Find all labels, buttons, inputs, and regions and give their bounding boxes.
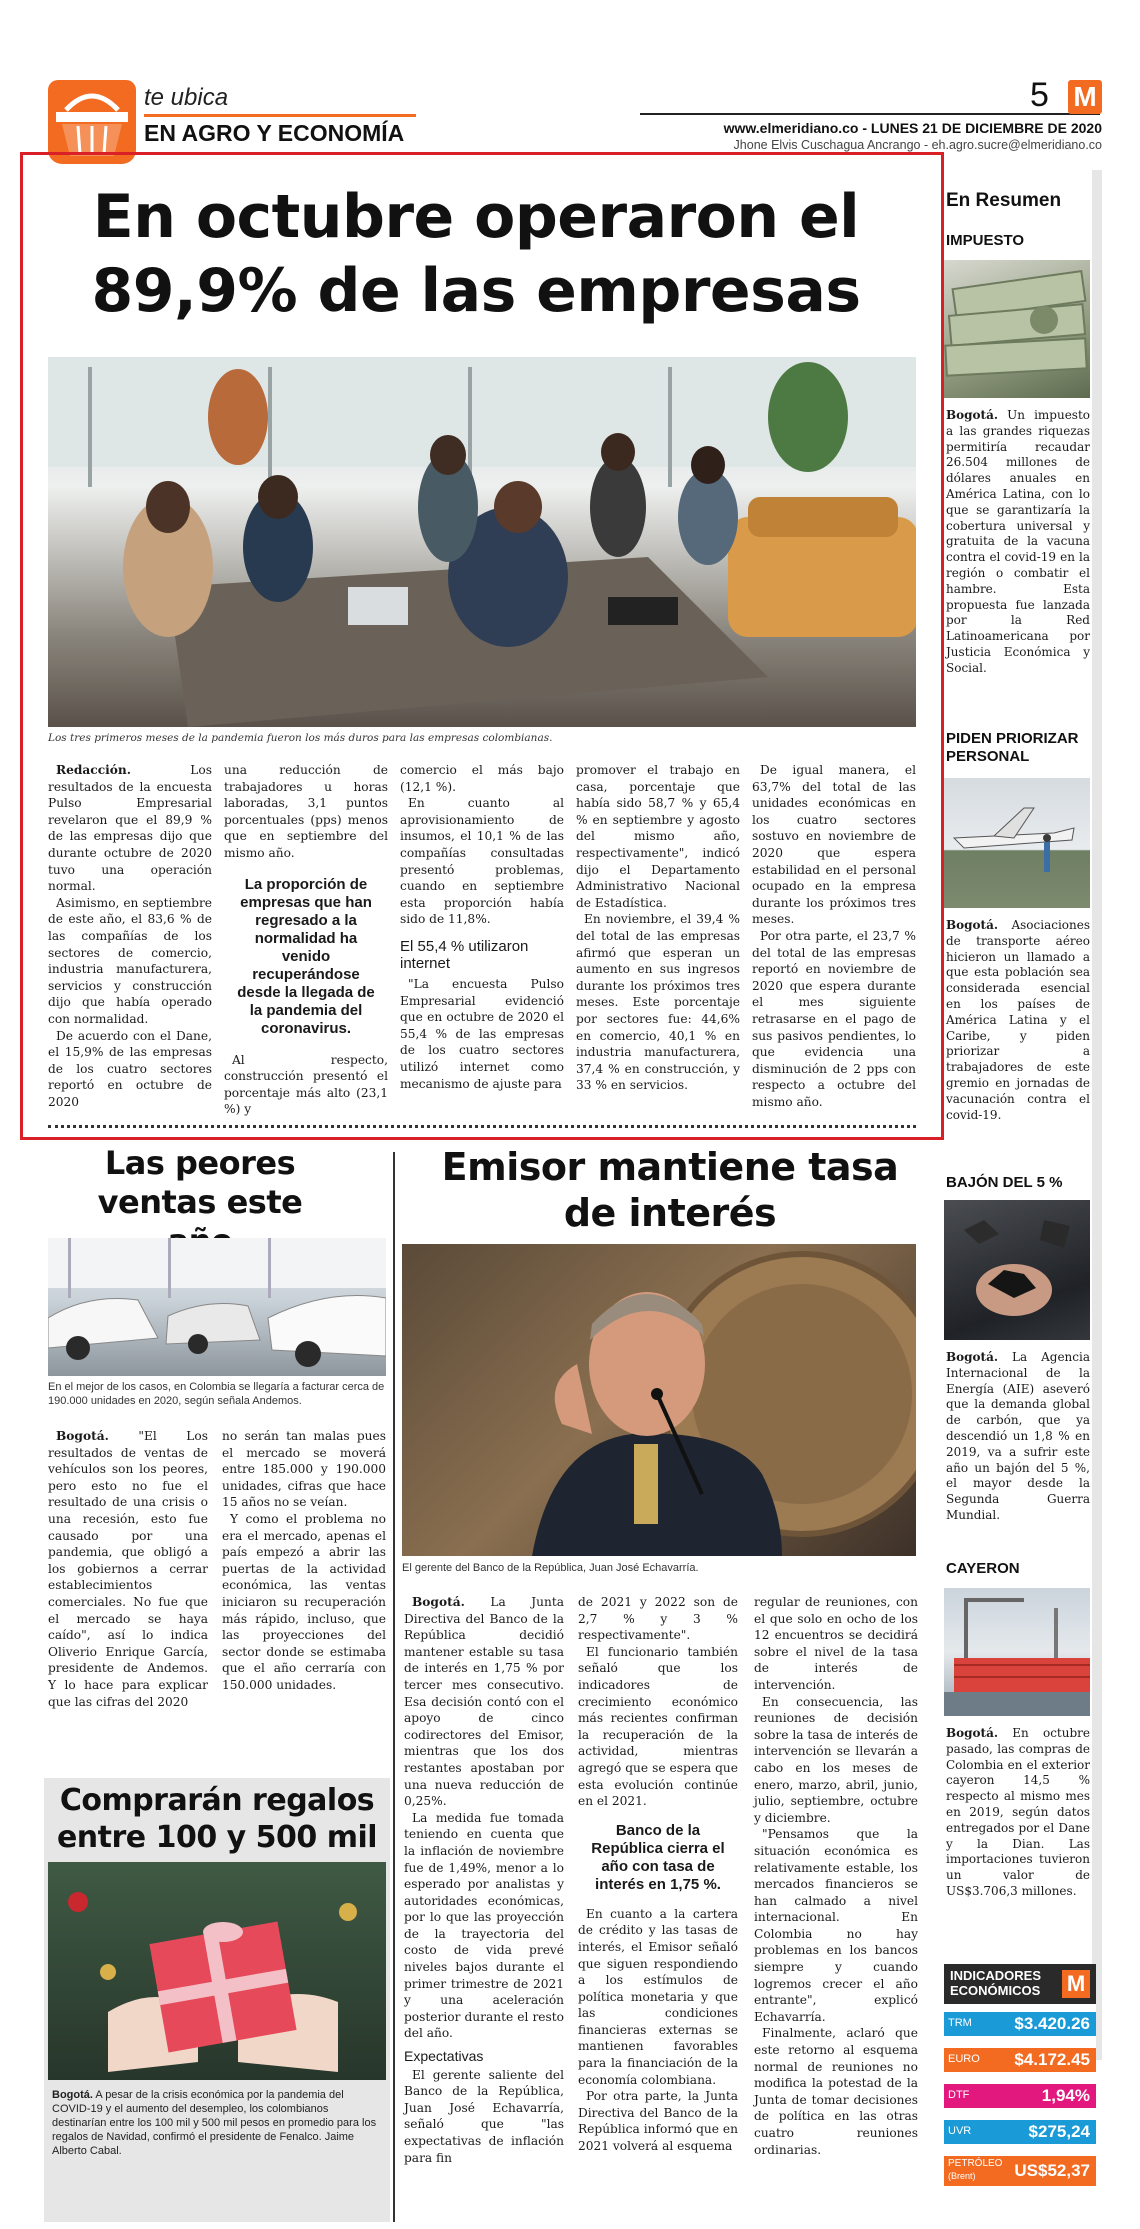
emisor-caption: El gerente del Banco de la República, Juan José Echavarría. — [402, 1562, 699, 1574]
main-col1-p3: De acuerdo con el Dane, el 15,9% de las empresas de los cuatro sectores reportó en octubre de 2020 — [48, 1028, 212, 1109]
indicator-uvr-label: UVR — [948, 2125, 972, 2137]
banker-photo — [402, 1244, 916, 1556]
main-pull-quote: La proporción de empresas que han regresado a la normalidad ha venido recuperándose desde la llegada de la pandemia del coronavirus. — [237, 875, 375, 1037]
sidebar-s1-lead: Bogotá. — [946, 408, 999, 422]
main-col3-p1: comercio el más bajo (12,1 %). — [400, 763, 564, 794]
ventas-lead: Bogotá. — [56, 1429, 109, 1443]
page-logo: M — [1068, 80, 1102, 114]
main-col-1 — [48, 762, 212, 1110]
emisor-col1-p3: El gerente saliente del Banco de la República, Juan José Echavarría, señaló que "las expectativas de inflación para fin — [404, 2067, 564, 2165]
indicator-trm-label: TRM — [948, 2017, 972, 2029]
main-lead: Redacción. — [56, 763, 132, 777]
indicators-logo: M — [1062, 1970, 1090, 1998]
main-dotted-rule — [48, 1125, 916, 1128]
main-col1-p2: Asimismo, en septiembre de este año, el 83,6 % de las compañías de los sectores de comercio, industria manufacturera, servicios y construcción dijo que había operado con normalidad. — [48, 895, 212, 1026]
port-photo — [944, 1588, 1090, 1716]
sidebar-s4-head: CAYERON — [946, 1560, 1020, 1577]
main-col4-p1: promover el trabajo en casa, porcentaje que había sido 58,7 % y 65,4 % en septiembre y agosto del mismo año, respectivamente", indicó dijo el Departamento Administrativo Nacional de Estadística. — [576, 763, 740, 910]
ventas-col2-p2: Y como el problema no era el mercado, apenas el país empezó a abrir las puertas de la actividad económica, las ventas iniciaron su recuperación más rápido, incluso, que las proyecciones del sector donde se estimaba que el año cerraría con 150.000 unidades. — [222, 1511, 386, 1692]
sidebar-s4-text — [946, 1726, 1090, 1900]
main-col-5 — [752, 762, 916, 1110]
emisor-col1-p1: La Junta Directiva del Banco de la República decidió mantener estable su tasa de interés en 1,75 % por tercer mes consecutivo. Esa decisión contó con el apoyo de cinco codirectores del Emisor, mientras que los dos restantes apostaban por una nueva reducción de 0,25%. — [404, 1595, 564, 1809]
indicator-dtf-value: 1,94% — [1041, 2086, 1090, 2105]
indicator-petroleo-value: US$52,37 — [1014, 2161, 1090, 2180]
emisor-col3-p2: En consecuencia, las reuniones de decisión sobre la tasa de interés de intervención se llevarán a cabo en los meses de enero, marzo, abril, junio, julio, septiembre, octubre y diciembre. — [754, 1694, 918, 1825]
sidebar-s1-body: Un impuesto a las grandes riquezas permitiría recaudar 26.504 millones de dólares anuales en América Latina, con lo que se garantizaría la cobertura universal y gratuita de la vacuna contra el covid-19 en la región o combatir el hambre. Esta propuesta fue lanzada por la Red Latinoamericana por Justicia Económica y Social. — [946, 408, 1090, 675]
sidebar-s1-text — [946, 408, 1090, 677]
emisor-col1-p2: La medida fue tomada teniendo en cuenta que la inflación de noviembre fue de 1,49%, menor a lo esperado por analistas y autoridades económicas, por lo que las proyección de la trayectoria del costo de vida prevé niveles bajos durante el primer trimestre de 2021 y una aceleración posterior durante el resto del año. — [404, 1810, 564, 2041]
sidebar-s3-lead: Bogotá. — [946, 1350, 999, 1364]
indicators-title: INDICADORES ECONÓMICOS — [950, 1968, 1042, 1998]
emisor-col3-p3: "Pensamos que la situación económica es relativamente estable, los mercados financieros se han calmado a nivel internacional. En Colombia no hay problemas en los bancos siempre y cuando logremos crecer el año entrante", explicó Echavarría. — [754, 1827, 918, 2024]
indicator-dtf-label: DTF — [948, 2089, 970, 2101]
page-number: 5 — [1030, 76, 1049, 114]
main-photo-caption: Los tres primeros meses de la pandemia fueron los más duros para las empresas colombianas. — [48, 732, 553, 744]
section-top-label: te ubica — [144, 84, 229, 111]
cars-photo — [48, 1238, 386, 1376]
ventas-col-2 — [222, 1428, 386, 1694]
emisor-headline: Emisor mantiene tasa de interés — [441, 1145, 899, 1235]
indicator-petroleo-sub: (Brent) — [948, 2171, 976, 2181]
emisor-lead: Bogotá. — [412, 1595, 465, 1609]
sidebar-s2-head: PIDEN PRIORIZAR PERSONAL — [946, 730, 1079, 765]
sidebar-s3-body: La Agencia Internacional de la Energía (AIE) aseveró que la demanda global de carbón, que ya descendió un 1,8 % en 2019, va a sufrir este año un bajón del 5 %, el mayor desde la Segunda Guerra Mundial. — [946, 1350, 1090, 1522]
office-photo — [48, 357, 916, 727]
indicator-uvr-value: $275,24 — [1028, 2122, 1090, 2141]
emisor-pull-quote: Banco de la República cierra el año con tasa de interés en 1,75 %. — [591, 1821, 725, 1893]
money-photo — [944, 260, 1090, 398]
emisor-col-1 — [404, 1594, 564, 2166]
sidebar-s4-body: En octubre pasado, las compras de Colombia en el exterior cayeron 14,5 % respecto al mismo mes en 2019, según datos entregados por el Dane y la Dian. Las importaciones tuvieron un valor de US$3.706,3 millones. — [946, 1726, 1090, 1898]
emisor-col3-p1: regular de reuniones, con el que solo en ocho de los 12 encuentros se decidirá sobre el nivel de la tasa de interés de intervención. — [754, 1595, 918, 1692]
byline-credit: Jhone Elvis Cuschagua Ancrango - eh.agro.sucre@elmeridiano.co — [733, 138, 1102, 152]
main-subhead: El 55,4 % utilizaron internet — [400, 937, 529, 972]
main-col3-p3: "La encuesta Pulso Empresarial evidenció que en octubre de 2020 el 55,4 % de las empresas de los cuatro sectores utilizó internet como mecanismo de ajuste para — [400, 976, 564, 1091]
section-header — [48, 80, 428, 160]
dateline: www.elmeridiano.co - LUNES 21 DE DICIEMBRE DE 2020 — [723, 120, 1102, 136]
sidebar-title: En Resumen — [946, 190, 1062, 211]
indicator-trm — [944, 2012, 1096, 2036]
main-headline: En octubre operaron el 89,9% de las empresas — [91, 182, 861, 326]
regalos-caption — [52, 2088, 382, 2158]
sidebar-s2-text — [946, 918, 1090, 1123]
indicators-box — [944, 1964, 1096, 2222]
column-divider — [393, 1152, 395, 2222]
sidebar-s2-body: Asociaciones de transporte aéreo hicieron un llamado a que esta población sea considerada esencial en los países de América Latina y el Caribe, y piden priorizar a trabajadores de este gremio en jornadas de vacunación contra el covid-19. — [946, 918, 1090, 1122]
ventas-headline: Las peores ventas este — [97, 1144, 303, 1221]
ventas-caption: En el mejor de los casos, en Colombia se llegaría a facturar cerca de 190.000 unidades en 2020, según señala Andemos. — [48, 1381, 385, 1407]
airport-photo — [944, 778, 1090, 908]
section-main-label: EN AGRO Y ECONOMÍA — [144, 120, 405, 146]
ventas-col1: "El Los resultados de ventas de vehículos son los peores, pero esto no fue el resultado de una crisis o una recesión, esto fue causado por una pandemia, que obligó a los gobiernos a cerrar establecimientos comerciales. No fue que el mercado se haya caído", así lo indica Oliverio Enrique García, presidente de Andemos. Y lo hace para explicar que las cifras del 2020 — [48, 1429, 208, 1709]
emisor-subhead: Expectativas — [404, 2048, 484, 2065]
emisor-col2-p1: de 2021 y 2022 son de 2,7 % y 3 % respectivamente". — [578, 1595, 738, 1643]
indicator-uvr — [944, 2120, 1096, 2144]
coal-photo — [944, 1200, 1090, 1340]
indicators-header — [944, 1964, 1096, 2004]
indicator-euro-label: EURO — [948, 2053, 980, 2065]
main-col5-p1: De igual manera, el 63,7% del total de las unidades económicas en los cuatro sectores sostuvo en noviembre de 2020 que espera estabilidad en el personal ocupado en la empresa durante los próximos tres meses. — [752, 763, 916, 927]
main-col-3 — [400, 762, 564, 1092]
indicator-petroleo-label: PETRÓLEO — [948, 2158, 1003, 2169]
emisor-col2-p3: En cuanto a la cartera de crédito y las tasas de interés, el Emisor señaló que siguen respondiendo a los estímulos de política monetaria y que las condiciones financieras externas se mantienen favorables para la financiación de la economía colombiana. — [578, 1906, 738, 2087]
indicator-petroleo — [944, 2156, 1096, 2186]
main-col3-p2: En cuanto al aprovisionamiento de insumos, el 10,1 % de las compañías consultadas presentó problemas, cuando en septiembre esta proporción había sido de 11,8%. — [400, 796, 564, 927]
sidebar-s2-lead: Bogotá. — [946, 918, 999, 932]
main-col2-p2: Al respecto, construcción presentó el porcentaje más alto (23,1 %) y — [224, 1052, 388, 1117]
main-col-2 — [224, 762, 388, 1118]
main-col1-p1: Los resultados de la encuesta Pulso Empresarial revelaron que el 89,9 % de las empresas dijo que durante octubre de 2020 tuvo una operación normal. — [48, 763, 212, 894]
sidebar-s3-text — [946, 1350, 1090, 1524]
ventas-col2-p1: no serán tan malas pues el mercado se moverá entre 185.000 y 190.000 unidades, cifras que hace 15 años no se veían. — [222, 1429, 386, 1510]
indicator-trm-value: $3.420.26 — [1014, 2014, 1090, 2033]
sidebar — [944, 170, 1102, 2060]
main-col2-p1: una reducción de trabajadores u horas laboradas, 3,1 puntos porcentuales (pps) menos que en septiembre del mismo año. — [224, 763, 388, 860]
sidebar-s4-lead: Bogotá. — [946, 1726, 999, 1740]
ventas-col-1 — [48, 1428, 208, 1710]
emisor-col-3 — [754, 1594, 918, 2158]
section-rule — [144, 114, 416, 117]
gift-photo — [48, 1862, 386, 2080]
regalos-caption-text: A pesar de la crisis económica por la pandemia del COVID-19 y el aumento del desempleo, los colombianos destinarían entre los 100 mil y 500 mil pesos en promedio para los regalos de Navidad, confirmó el presidente de Fenalco. Jaime Alberto Cabal. — [52, 2089, 377, 2157]
emisor-col-2 — [578, 1594, 738, 2155]
emisor-col2-p2: El funcionario también señaló que los indicadores de crecimiento económico más recientes confirman la recuperación de la actividad, mientras agregó que se espera que esta evolución continúe en el 2021. — [578, 1644, 738, 1809]
indicator-dtf — [944, 2084, 1096, 2108]
emisor-col3-p4: Finalmente, aclaró que este retorno al esquema normal de reuniones no modifica la potestad de la Junta de tomar decisiones de política en las otras cuatro reuniones ordinarias. — [754, 2026, 918, 2157]
sidebar-s3-head: BAJÓN DEL 5 % — [946, 1174, 1063, 1191]
main-col-4 — [576, 762, 740, 1094]
regalos-headline: Comprarán regalos entre 100 y 500 mil — [56, 1783, 378, 1855]
main-col5-p2: Por otra parte, el 23,7 % del total de las empresas reportó en noviembre de 2020 que espera durante el mes siguiente retrasarse en el pago de sus pasivos pendientes, lo que evidencia una disminución de 2 pps con respecto a octubre del mismo año. — [752, 928, 916, 1109]
main-col4-p2: En noviembre, el 39,4 % del total de las empresas afirmó que esperan un aumento en sus ingresos durante los próximos tres meses. Este porcentaje por sectores fue: 44,6% en comercio, 40,1 % en industria manufacturera, 37,4 % en construcción, y 33 % en servicios. — [576, 912, 740, 1093]
regalos-lead: Bogotá. — [52, 2089, 93, 2101]
regalos-box — [44, 1778, 390, 2222]
sidebar-s1-head: IMPUESTO — [946, 232, 1025, 249]
indicator-euro — [944, 2048, 1096, 2072]
emisor-col2-p4: Por otra parte, la Junta Directiva del Banco de la República informó que en 2021 volverá al esquema — [578, 2089, 738, 2154]
indicator-euro-value: $4.172.45 — [1014, 2050, 1090, 2069]
